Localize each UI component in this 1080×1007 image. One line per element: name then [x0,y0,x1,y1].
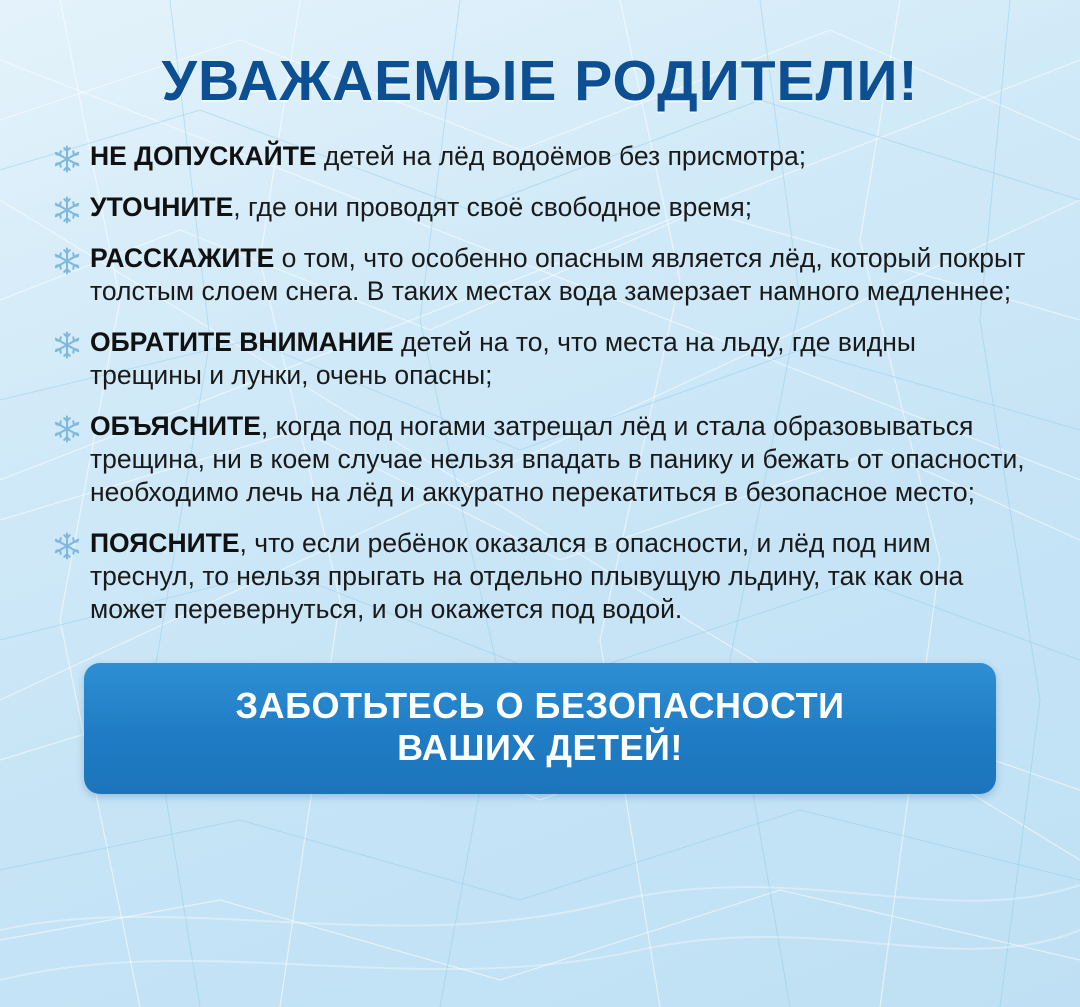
call-to-action-banner [84,663,996,794]
snowflake-icon [52,144,82,174]
list-item [52,191,1026,225]
list-item-lead: ПОЯСНИТЕ [90,527,240,558]
list-item [52,326,1026,393]
list-item-rest: детей на то, что места на льду, где видны трещины и лунки, очень опасны; [90,326,916,391]
list-item-rest: , когда под ногами затрещал лёд и стала образовываться трещина, ни в коем случае нельзя впадать в панику и бежать от опасности, необходимо лечь на лёд и аккуратно перекатиться в безопасное место; [90,410,1025,508]
snowflake-icon [52,330,82,360]
list-item [52,140,1026,174]
list-item-rest: , что если ребёнок оказался в опасности, и лёд под ним треснул, то нельзя прыгать на отдельно плывущую льдину, так как она может перевернуться, и он окажется под водой. [90,527,964,625]
list-item [52,527,1026,627]
list-item-text [90,140,806,173]
list-item-lead: ОБЪЯСНИТЕ [90,410,261,441]
poster-content [0,48,1080,794]
list-item-text [90,326,1026,393]
page-title: УВАЖАЕМЫЕ РОДИТЕЛИ! [161,49,919,113]
cta-line-2: ВАШИХ ДЕТЕЙ! [397,727,683,769]
list-item [52,410,1026,510]
snowflake-icon [52,414,82,444]
snowflake-icon [52,246,82,276]
list-item-rest: о том, что особенно опасным является лёд, который покрыт толстым слоем снега. В таких местах вода замерзает намного медленнее; [90,243,1026,307]
list-item-lead: НЕ ДОПУСКАЙТЕ [90,141,317,171]
list-item-rest: детей на лёд водоёмов без присмотра; [316,141,807,171]
snowflake-icon [52,195,82,225]
list-item-text [90,527,1026,627]
list-item-text [90,242,1026,309]
list-item-lead: РАССКАЖИТЕ [90,243,275,273]
list-item-lead: УТОЧНИТЕ [90,192,234,222]
list-item-rest: , где они проводят своё свободное время; [233,192,753,222]
cta-line-1: ЗАБОТЬТЕСЬ О БЕЗОПАСНОСТИ [235,684,845,726]
snowflake-icon [52,531,82,561]
list-item-text [90,191,752,224]
advice-list [40,140,1040,627]
list-item [52,242,1026,309]
list-item-lead: ОБРАТИТЕ ВНИМАНИЕ [90,326,394,357]
list-item-text [90,410,1026,510]
